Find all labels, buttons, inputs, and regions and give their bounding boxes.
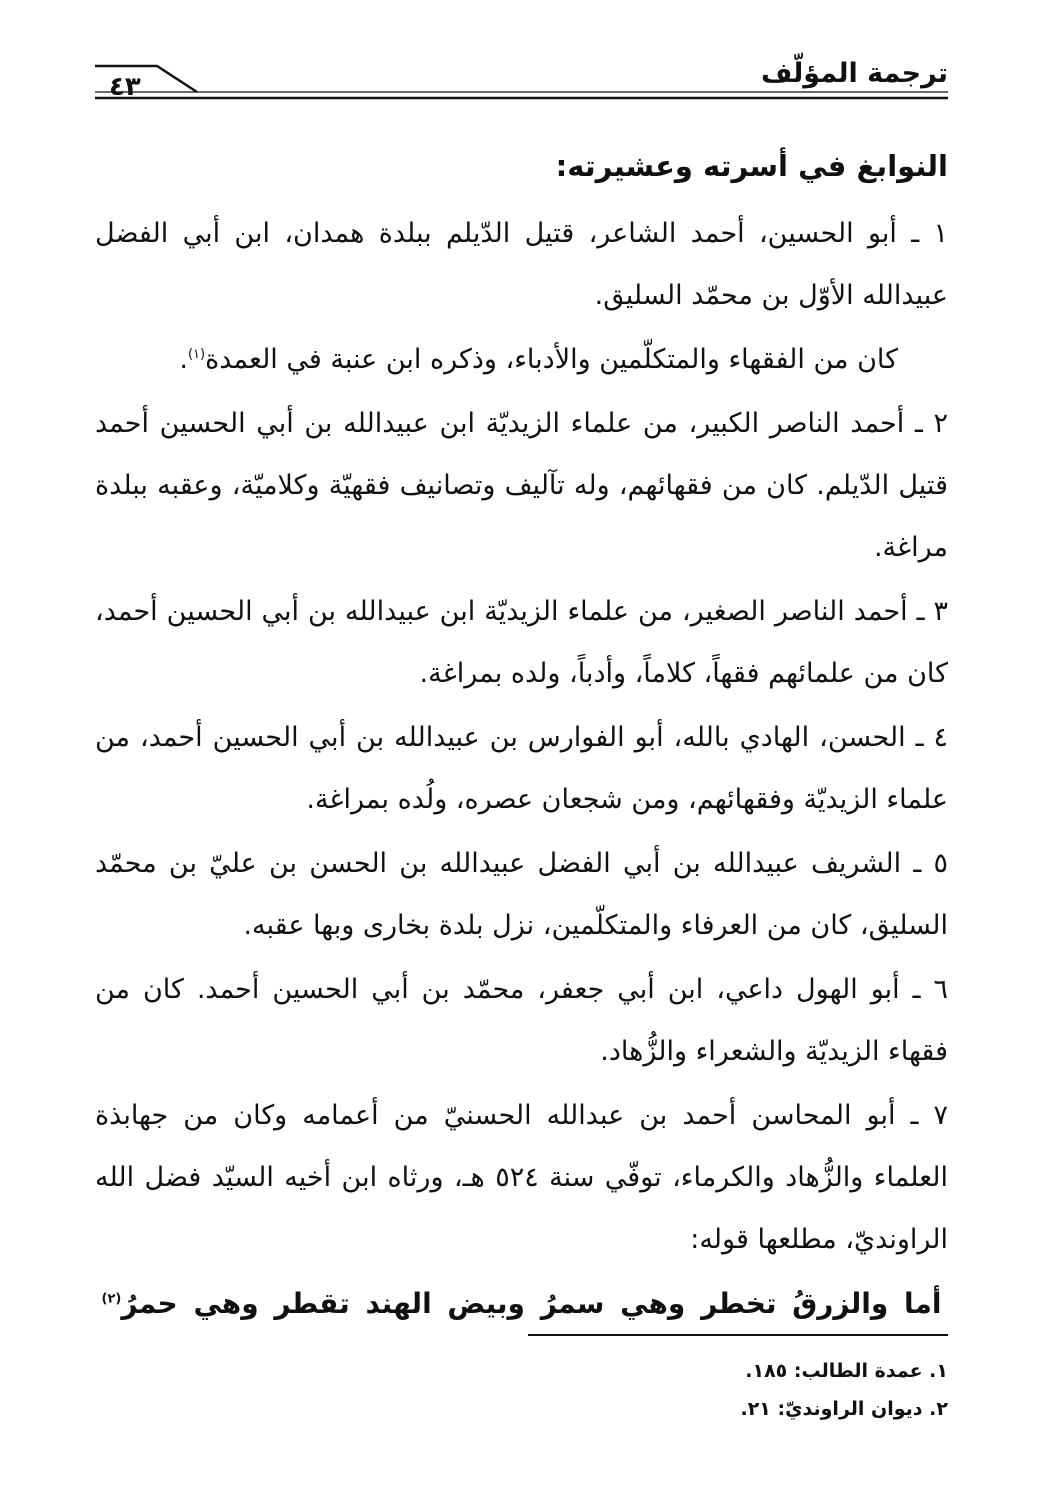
footnote-divider — [528, 1334, 948, 1336]
paragraph-1-note-text: كان من الفقهاء والمتكلّمين والأدباء، وذكره ابن عنبة في العمدة — [205, 344, 898, 375]
paragraph-1-note — [95, 329, 948, 391]
paragraph-3: ٣ ـ أحمد الناصر الصغير، من علماء الزيديّة ابن عبيدالله بن أبي الحسين أحمد، كان من علمائهم فقهاً، كلاماً، وأدباً، ولده بمراغة. — [95, 596, 948, 689]
footnotes — [520, 1358, 948, 1434]
paragraph-6: ٦ ـ أبو الهول داعي، ابن أبي جعفر، محمّد بن أبي الحسين أحمد. كان من فقهاء الزيديّة والشعراء والزُّهاد. — [95, 974, 948, 1067]
page-header — [95, 40, 948, 110]
paragraph-5: ٥ ـ الشريف عبيدالله بن أبي الفضل عبيدالله بن الحسن بن عليّ بن محمّد السليق، كان من العرفاء والمتكلّمين، نزل بلدة بخارى وبها عقبه. — [95, 848, 948, 941]
poem-verse-text: أما والزرقُ تخطر وهي سمرُ وبيض الهند تقطر وهي حمرُ — [121, 1287, 942, 1320]
poem-verse — [95, 1273, 948, 1335]
paragraph-4: ٤ ـ الحسن، الهادي بالله، أبو الفوارس بن عبيدالله بن أبي الحسين أحمد، من علماء الزيديّة وفقهائهم، ومن شجعان عصره، ولُده بمراغة. — [95, 722, 948, 815]
footnote-marker-2: (٢) — [101, 1291, 122, 1307]
section-heading: النوابغ في أسرته وعشيرته: — [555, 149, 948, 183]
paragraph-1: ١ ـ أبو الحسين، أحمد الشاعر، قتيل الدّيلم ببلدة همدان، ابن أبي الفضل عبيدالله الأوّل بن محمّد السليق. — [95, 218, 948, 311]
running-title: ترجمة المؤلّف — [761, 58, 948, 89]
footnote-1: ١. عمدة الطالب: ١٨٥. — [745, 1360, 948, 1382]
paragraph-1-note-end: . — [179, 344, 188, 375]
footnote-marker-1: (١) — [187, 347, 206, 362]
main-text — [95, 135, 948, 1335]
paragraph-2: ٢ ـ أحمد الناصر الكبير، من علماء الزيديّة ابن عبيدالله بن أبي الحسين أحمد قتيل الدّيلم. كان من فقهائهم، وله تآليف وتصانيف فقهيّة وكلاميّة، وعقبه ببلدة مراغة. — [95, 408, 948, 563]
footnote-2: ٢. ديوان الراونديّ: ٢١. — [740, 1398, 948, 1420]
page-number: ٤٣ — [109, 72, 141, 102]
paragraph-7: ٧ ـ أبو المحاسن أحمد بن عبدالله الحسنيّ من أعمامه وكان من جهابذة العلماء والزُّهاد والكرماء، توفّي سنة ٥٢٤ هـ، ورثاه ابن أخيه السيّد فضل الله الراونديّ، مطلعها قوله: — [95, 1100, 948, 1255]
